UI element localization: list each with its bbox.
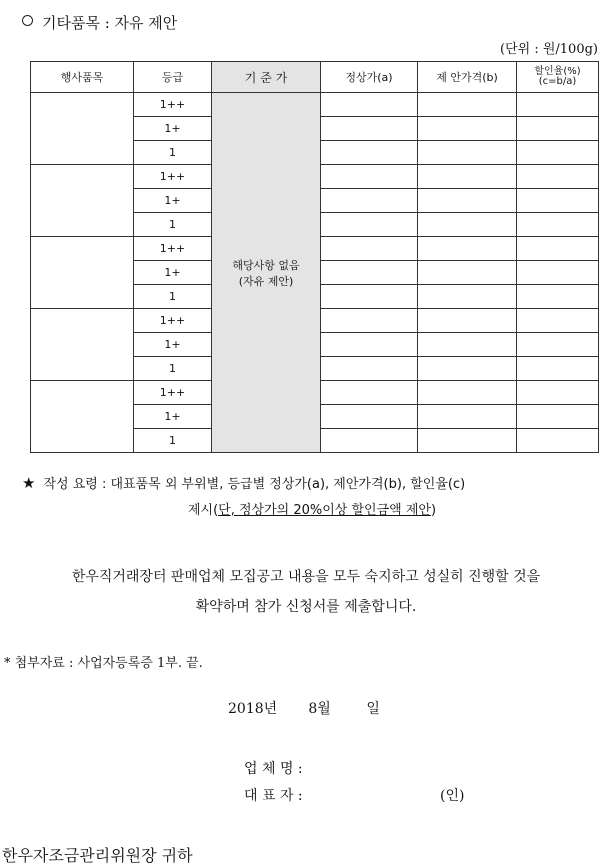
unit-note: (단위 : 원/100g) xyxy=(500,42,598,57)
attachment-note: * 첨부자료 : 사업자등록증 1부. 끝. xyxy=(4,656,203,671)
regular-price-cell[interactable] xyxy=(321,309,418,333)
pledge-paragraph xyxy=(10,562,602,622)
discount-rate-cell[interactable] xyxy=(517,381,599,405)
circle-bullet-icon xyxy=(22,15,33,26)
header-base-price: 기 준 가 xyxy=(212,62,321,93)
writing-guide-underlined: 단, 정상가의 20%이상 할인금액 제안 xyxy=(218,503,431,518)
discount-rate-cell[interactable] xyxy=(517,261,599,285)
grade-cell: 1+ xyxy=(134,333,212,357)
grade-cell: 1++ xyxy=(134,237,212,261)
discount-rate-cell[interactable] xyxy=(517,141,599,165)
section-title xyxy=(22,12,177,33)
header-proposed-price: 제 안가격(b) xyxy=(418,62,517,93)
seal-mark: (인) xyxy=(440,788,465,804)
regular-price-cell[interactable] xyxy=(321,237,418,261)
proposed-price-cell[interactable] xyxy=(418,141,517,165)
header-discount-rate-line2: (c=b/a) xyxy=(538,76,577,87)
item-cell[interactable] xyxy=(31,93,134,165)
discount-rate-cell[interactable] xyxy=(517,405,599,429)
header-regular-price: 정상가(a) xyxy=(321,62,418,93)
proposed-price-cell[interactable] xyxy=(418,237,517,261)
proposed-price-cell[interactable] xyxy=(418,429,517,453)
proposed-price-cell[interactable] xyxy=(418,117,517,141)
item-cell[interactable] xyxy=(31,165,134,237)
regular-price-cell[interactable] xyxy=(321,381,418,405)
regular-price-cell[interactable] xyxy=(321,429,418,453)
writing-guide-prefix: 제시( xyxy=(187,503,219,518)
discount-rate-cell[interactable] xyxy=(517,309,599,333)
regular-price-cell[interactable] xyxy=(321,405,418,429)
regular-price-cell[interactable] xyxy=(321,165,418,189)
grade-cell: 1++ xyxy=(134,309,212,333)
grade-cell: 1+ xyxy=(134,117,212,141)
header-discount-rate-line1: 할인율(%) xyxy=(534,66,581,77)
regular-price-cell[interactable] xyxy=(321,93,418,117)
header-discount-rate xyxy=(517,62,599,93)
base-note-line1: 해당사항 없음 xyxy=(232,258,300,272)
addressee: 한우자조금관리위원장 귀하 xyxy=(2,846,193,865)
regular-price-cell[interactable] xyxy=(321,333,418,357)
discount-rate-cell[interactable] xyxy=(517,429,599,453)
grade-cell: 1+ xyxy=(134,189,212,213)
proposed-price-cell[interactable] xyxy=(418,93,517,117)
writing-guide xyxy=(22,470,602,524)
table-header-row xyxy=(31,62,599,93)
discount-rate-cell[interactable] xyxy=(517,93,599,117)
item-cell[interactable] xyxy=(31,309,134,381)
discount-rate-cell[interactable] xyxy=(517,213,599,237)
discount-rate-cell[interactable] xyxy=(517,333,599,357)
discount-rate-cell[interactable] xyxy=(517,237,599,261)
discount-rate-cell[interactable] xyxy=(517,165,599,189)
table-body xyxy=(31,93,599,453)
writing-guide-line2 xyxy=(22,498,602,524)
header-grade: 등급 xyxy=(134,62,212,93)
writing-guide-suffix: ) xyxy=(430,503,437,518)
pledge-line1: 한우직거래장터 판매업체 모집공고 내용을 모두 숙지하고 성실히 진행할 것을 xyxy=(71,569,541,585)
proposed-price-cell[interactable] xyxy=(418,357,517,381)
price-proposal-table xyxy=(30,61,599,453)
proposed-price-cell[interactable] xyxy=(418,333,517,357)
regular-price-cell[interactable] xyxy=(321,189,418,213)
company-name-label: 업 체 명 : xyxy=(244,761,303,777)
item-cell[interactable] xyxy=(31,381,134,453)
regular-price-cell[interactable] xyxy=(321,213,418,237)
writing-guide-line1: 작성 요령 : 대표품목 외 부위별, 등급별 정상가(a), 제안가격(b), 할인율(c) xyxy=(43,477,466,492)
proposed-price-cell[interactable] xyxy=(418,261,517,285)
discount-rate-cell[interactable] xyxy=(517,285,599,309)
grade-cell: 1++ xyxy=(134,165,212,189)
grade-cell: 1++ xyxy=(134,93,212,117)
grade-cell: 1+ xyxy=(134,405,212,429)
base-price-cell xyxy=(212,93,321,453)
grade-cell: 1++ xyxy=(134,381,212,405)
date-line xyxy=(228,698,380,718)
regular-price-cell[interactable] xyxy=(321,117,418,141)
discount-rate-cell[interactable] xyxy=(517,117,599,141)
grade-cell: 1 xyxy=(134,141,212,165)
star-icon: ★ xyxy=(22,474,36,492)
item-cell[interactable] xyxy=(31,237,134,309)
header-item: 행사품목 xyxy=(31,62,134,93)
grade-cell: 1 xyxy=(134,429,212,453)
proposed-price-cell[interactable] xyxy=(418,213,517,237)
proposed-price-cell[interactable] xyxy=(418,189,517,213)
discount-rate-cell[interactable] xyxy=(517,189,599,213)
proposed-price-cell[interactable] xyxy=(418,165,517,189)
regular-price-cell[interactable] xyxy=(321,261,418,285)
discount-rate-cell[interactable] xyxy=(517,357,599,381)
date-year: 2018년 xyxy=(228,701,278,717)
date-month: 8월 xyxy=(308,701,331,717)
section-title-text: 기타품목 : 자유 제안 xyxy=(42,14,178,32)
table-row xyxy=(31,93,599,117)
representative-label: 대 표 자 : xyxy=(244,788,303,804)
pledge-line2: 확약하며 참가 신청서를 제출합니다. xyxy=(195,599,417,615)
proposed-price-cell[interactable] xyxy=(418,285,517,309)
grade-cell: 1 xyxy=(134,213,212,237)
proposed-price-cell[interactable] xyxy=(418,381,517,405)
grade-cell: 1+ xyxy=(134,261,212,285)
proposed-price-cell[interactable] xyxy=(418,309,517,333)
grade-cell: 1 xyxy=(134,285,212,309)
base-note-line2: (자유 제안) xyxy=(238,274,294,288)
date-day: 일 xyxy=(366,701,380,717)
regular-price-cell[interactable] xyxy=(321,285,418,309)
proposed-price-cell[interactable] xyxy=(418,405,517,429)
regular-price-cell[interactable] xyxy=(321,141,418,165)
grade-cell: 1 xyxy=(134,357,212,381)
regular-price-cell[interactable] xyxy=(321,357,418,381)
